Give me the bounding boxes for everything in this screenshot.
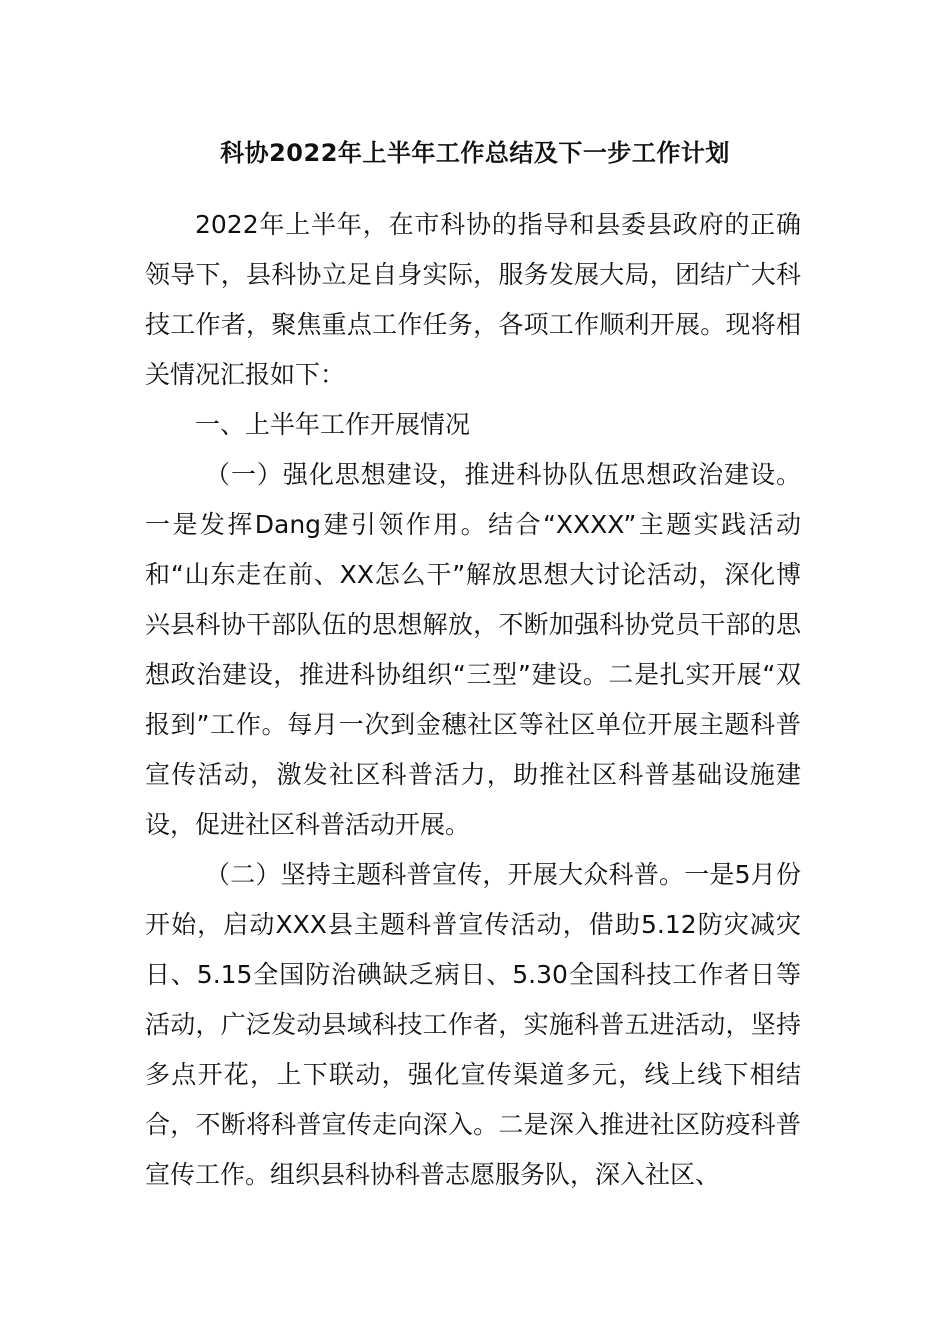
- intro-paragraph: 2022年上半年，在市科协的指导和县委县政府的正确领导下，县科协立足自身实际，服务发展大局，团结广大科技工作者，聚焦重点工作任务，各项工作顺利开展。现将相关情况汇报如下：: [145, 210, 801, 389]
- subsection-paragraph-2: （二）坚持主题科普宣传，开展大众科普。一是5月份开始，启动XXX县主题科普宣传活动，借助5.12防灾减灾日、5.15全国防治碘缺乏病日、5.30全国科技工作者日等活动，广泛发动县域科技工作者，实施科普五进活动，坚持多点开花，上下联动，强化宣传渠道多元，线上线下相结合，不断将科普宣传走向深入。二是深入推进社区防疫科普宣传工作。组织县科协科普志愿服务队，深入社区、: [145, 860, 801, 1189]
- section-heading: 一、上半年工作开展情况: [195, 410, 471, 439]
- document-body: [145, 200, 801, 1200]
- subsection-paragraph-1: （一）强化思想建设，推进科协队伍思想政治建设。一是发挥Dang建引领作用。结合“XXXX”主题实践活动和“山东走在前、XX怎么干”解放思想大讨论活动，深化博兴县科协干部队伍的思想解放，不断加强科协党员干部的思想政治建设，推进科协组织“三型”建设。二是扎实开展“双报到”工作。每月一次到金穗社区等社区单位开展主题科普宣传活动，激发社区科普活力，助推社区科普基础设施建设，促进社区科普活动开展。: [145, 460, 801, 839]
- document-title: 科协2022年上半年工作总结及下一步工作计划: [220, 139, 730, 167]
